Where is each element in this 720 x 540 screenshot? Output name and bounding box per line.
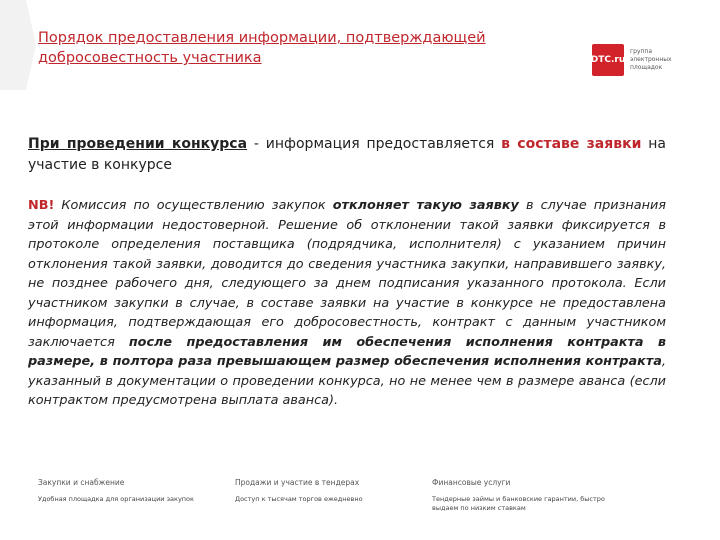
para-bold-1: отклоняет такую заявку bbox=[332, 198, 519, 213]
footer-column bbox=[235, 478, 430, 513]
logo-caption: группа электронных площадок bbox=[630, 48, 672, 71]
footer-text: Доступ к тысячам торгов ежедневно bbox=[235, 495, 363, 503]
lead-text: - информация предоставляется bbox=[247, 136, 502, 152]
lead-condition: При проведении конкурса bbox=[28, 136, 248, 152]
lead-highlight: в составе заявки bbox=[501, 136, 642, 152]
footer-heading: Финансовые услуги bbox=[432, 478, 511, 487]
logo-mark: DTC.ru bbox=[592, 44, 624, 76]
left-accent-bar bbox=[0, 0, 26, 90]
footer-heading: Закупки и снабжение bbox=[38, 478, 125, 487]
nb-paragraph bbox=[28, 196, 666, 411]
footer-text: Тендерные займы и банковские гарантии, быстро выдаем по низким ставкам bbox=[432, 495, 605, 512]
para-text-2: в случае признания этой информации недостоверной. Решение об отклонении такой заявки фиксируется в протоколе определения поставщика (подрядчика, исполнителя) с указанием причин отклонения такой заявки, доводится до сведения участника закупки, направившего заявку, не позднее рабочего дня, следующего за днем подписания указанного протокола. Если участником закупки в случае, в составе заявки на участие в конкурсе не предоставлена информация, подтверждающая его добросовестность, контракт с данным участником заключается bbox=[28, 198, 666, 350]
para-bold-2: после предоставления им обеспечения исполнения контракта в размере, в полтора раза превышающем размер обеспечения исполнения контракта bbox=[28, 334, 666, 369]
footer-text: Удобная площадка для организации закупок bbox=[38, 495, 194, 503]
footer-column bbox=[38, 478, 233, 513]
lead-statement bbox=[28, 134, 666, 176]
footer bbox=[38, 478, 678, 513]
lead-ending: на участие в конкурсе bbox=[28, 136, 666, 173]
footer-column bbox=[432, 478, 627, 513]
accent-notch bbox=[26, 0, 36, 90]
para-text-3: , указанный в документации о проведении конкурса, но не менее чем в размере аванса (если контрактом предусмотрена выплата аванса). bbox=[28, 354, 666, 408]
footer-heading: Продажи и участие в тендерах bbox=[235, 478, 360, 487]
para-text-1: Комиссия по осуществлению закупок bbox=[54, 198, 333, 213]
nb-label: NB! bbox=[28, 198, 55, 213]
page-title: Порядок предоставления информации, подтверждающей добросовестность участника bbox=[38, 30, 486, 66]
company-logo bbox=[592, 44, 690, 76]
